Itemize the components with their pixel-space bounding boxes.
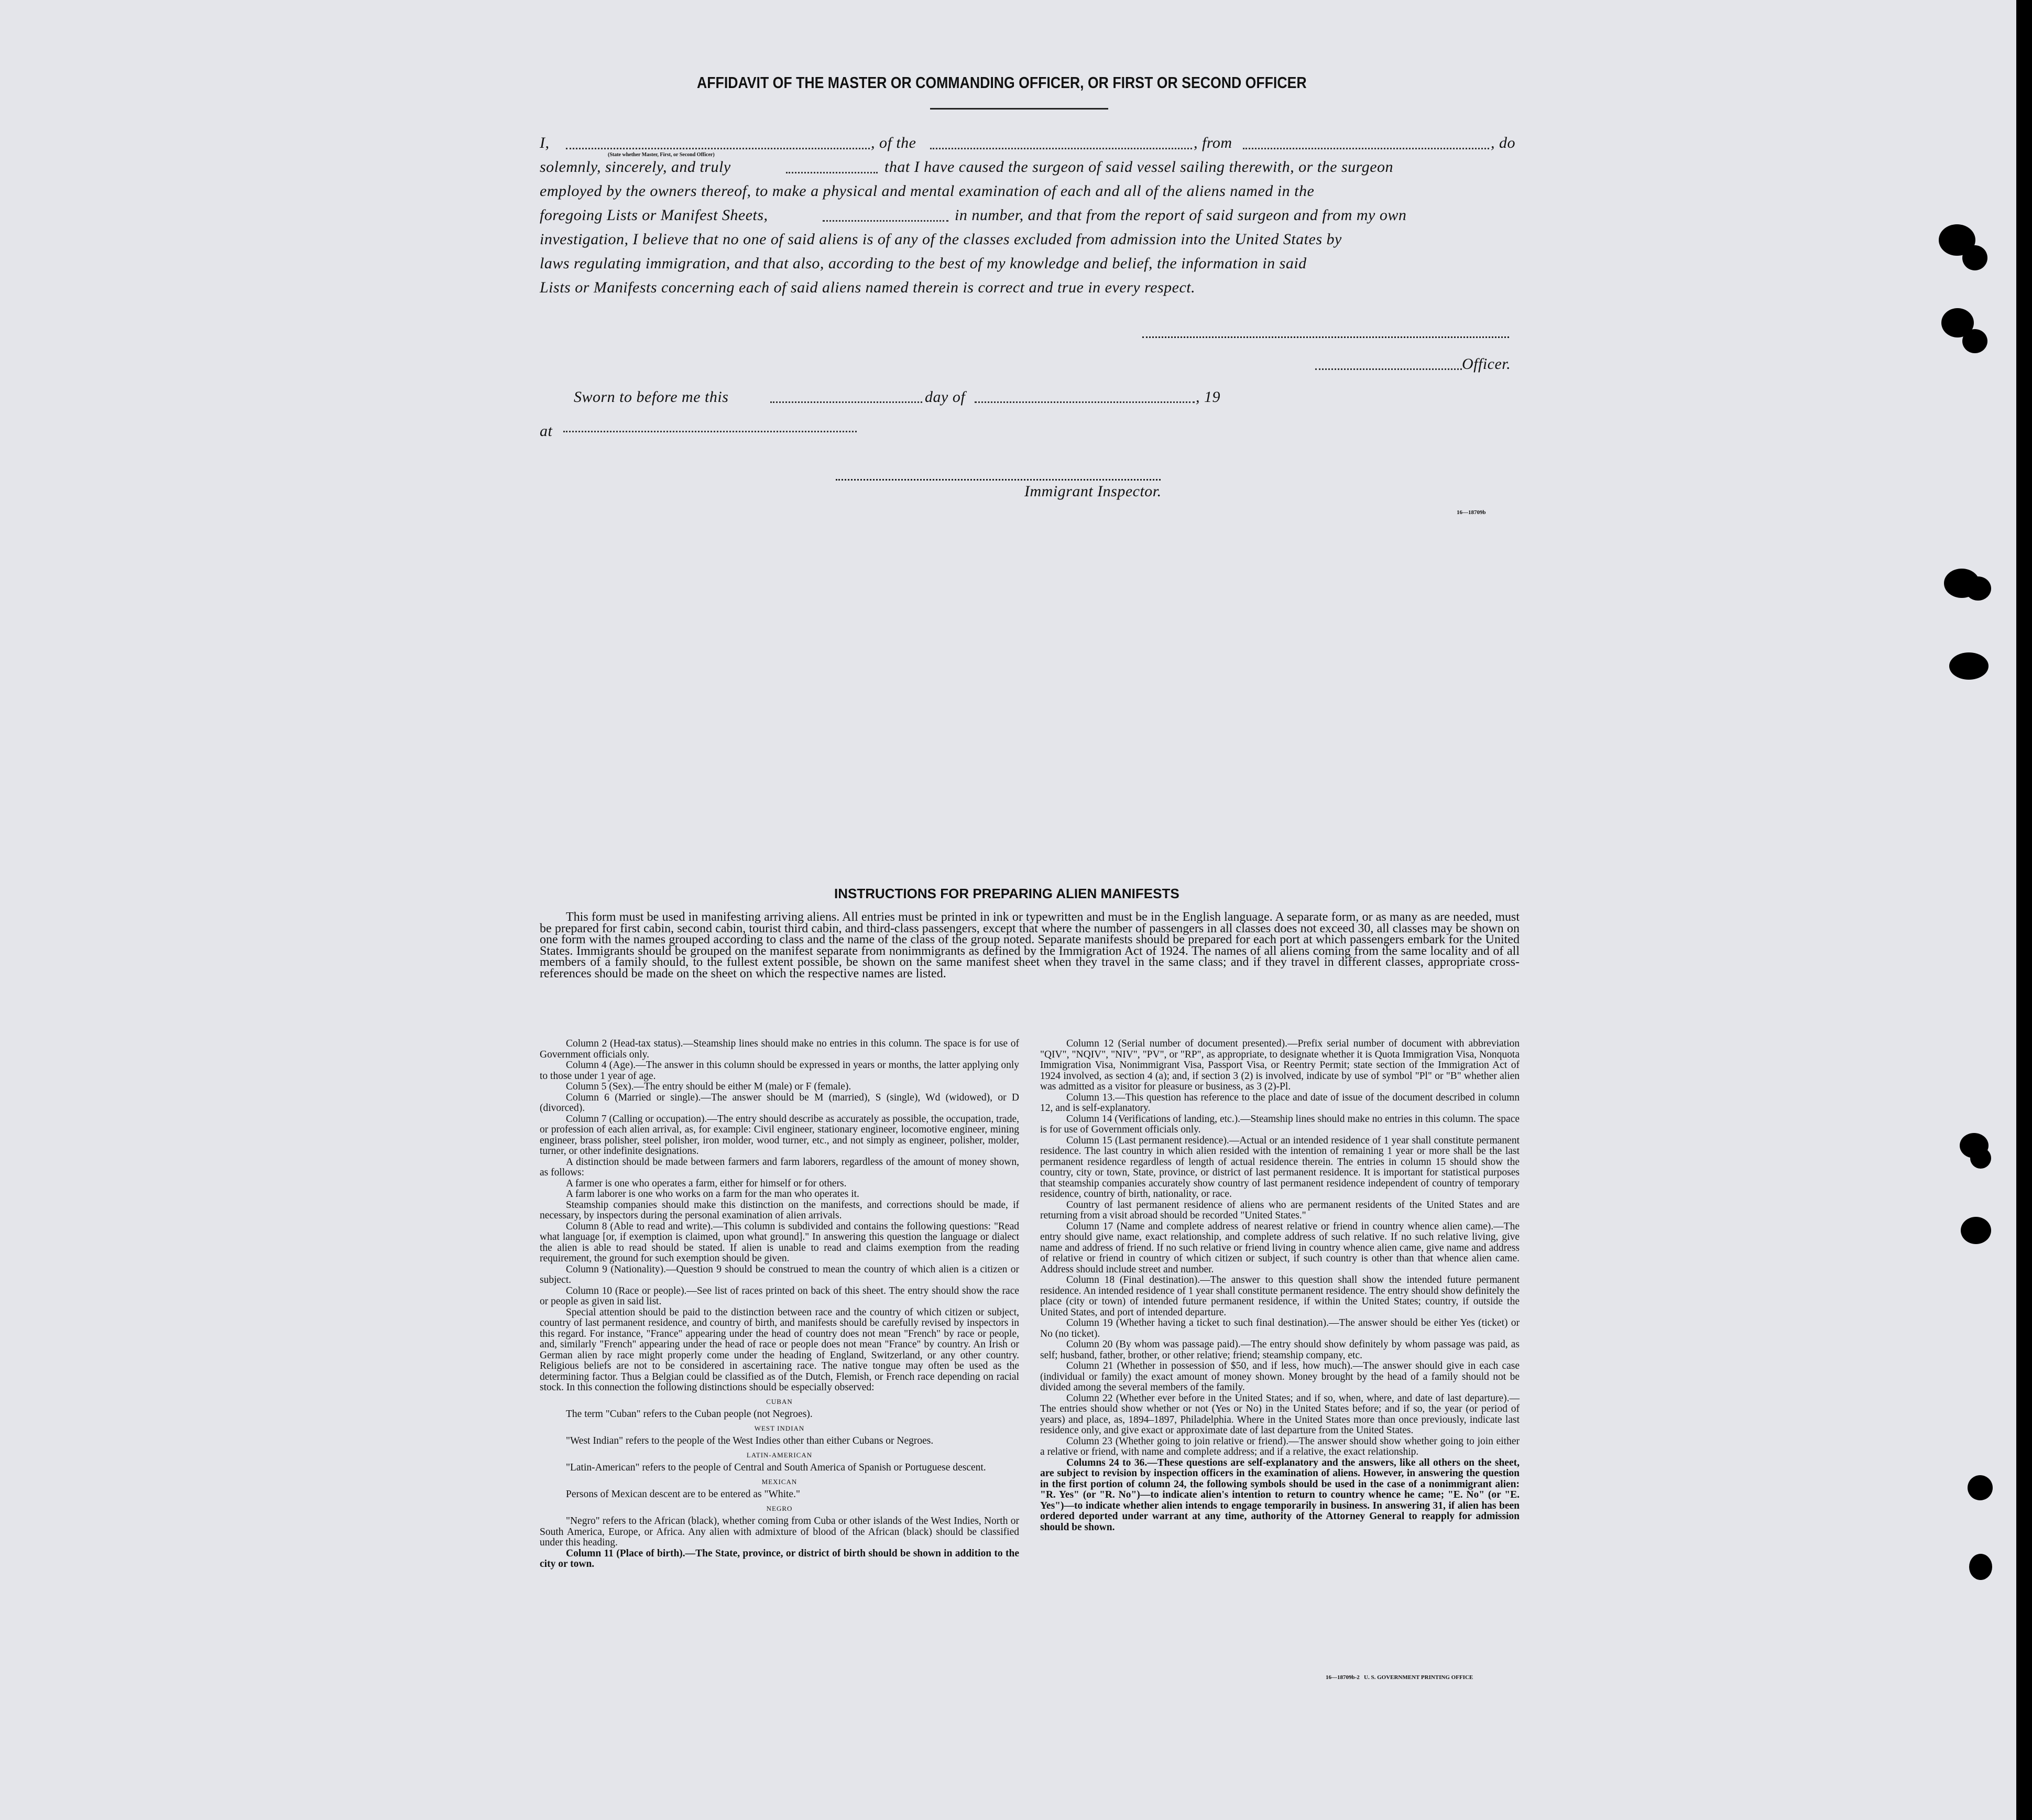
punch-hole [1962, 245, 1987, 270]
signature-line[interactable] [1142, 336, 1509, 338]
right-paragraph: Column 15 (Last permanent residence).—Actual or an intended residence of 1 year shall constitute permanent residence. The last country in which alien resided with the intention of remaining 1 year or more shall be the last permanent residence regardless of length of actual residence therein. The entries in column 15 should show the country, city or town, State, province, or district of last permanent residence. It is important for statistical purposes that steamship companies accurately show country of last permanent residence independent of country of temporary residence, country of birth, nationality, or race. [1040, 1135, 1520, 1200]
right-paragraph: Column 22 (Whether ever before in the United States; and if so, when, where, and date of last departure).—The entries should show whether or not (Yes or No) in the United States before; and if so, the year (or period of years) and place, as, 1894–1897, Philadelphia. Where in the United States more than once previously, indicate last residence only, and give exact or approximate date of last departure from the United States. [1040, 1392, 1520, 1436]
of-the-text: , of the [871, 134, 916, 151]
left-paragraph: Column 9 (Nationality).—Question 9 should be construed to mean the country of which alien is a citizen or subject. [540, 1263, 1019, 1285]
form-number: 16—18709b [1457, 509, 1486, 516]
affidavit-line-7: Lists or Manifests concerning each of said aliens named therein is correct and true in every respect. [540, 279, 1196, 296]
sworn-month-field[interactable] [975, 401, 1195, 403]
punch-hole [1965, 576, 1991, 601]
left-paragraph: Column 2 (Head-tax status).—Steamship lines should make no entries in this column. The space is for use of Government officials only. [540, 1038, 1019, 1060]
punch-hole [1969, 1554, 1992, 1580]
right-paragraph: Column 18 (Final destination).—The answer to this question shall show the intended future permanent residence. An intended residence of 1 year shall constitute permanent residence. The entry should show definitely the place (city or town) of intended future permanent residence, if within the United States; country, if outside the United States, and port of intended departure. [1040, 1274, 1520, 1318]
punch-hole [1949, 652, 1989, 680]
affidavit-line-1 [540, 131, 2032, 155]
affidavit-line-5: investigation, I believe that no one of said aliens is of any of the classes excluded from admission into the United States by [540, 231, 1342, 248]
right-paragraph: Column 21 (Whether in possession of $50, and if less, how much).—The answer should give in each case (individual or family) the exact amount of money shown. Money brought by the head of a family should not be divided among the several members of the family. [1040, 1360, 1520, 1393]
right-paragraph: Column 17 (Name and complete address of nearest relative or friend in country whence alien came).—The entry should give name, exact relationship, and complete address of such relative. If no such relative living, give name and address of friend. If no such relative or friend living in country whence alien came, give name and address of relative or friend in country of which citizen or subject, if such country is other than that whence alien came. Address should include street and number. [1040, 1220, 1520, 1275]
right-paragraph: Column 12 (Serial number of document presented).—Prefix serial number of document with abbreviation "QIV", "NQIV", "NIV", "PV", or "RP", as appropriate, to designate whether it is Quota Immigration Visa, Nonquota Immigration Visa, Nonimmigrant Visa, Passport Visa, or Reentry Permit; state section of the Immigration Act of 1924 involved, as section 4 (a); and, if section 3 (2) is involved, indicate by use of symbol "Pl" or "B" whether alien was admitted as a visitor for pleasure or business, as 3 (2)-Pl. [1040, 1038, 1520, 1092]
column-11-text: Column 11 (Place of birth).—The State, province, or district of birth should be shown in addition to the city or town. [540, 1547, 1019, 1570]
right-paragraph: Column 14 (Verifications of landing, etc.).—Steamship lines should make no entries in this column. The space is for use of Government officials only. [1040, 1113, 1520, 1135]
affidavit-line-4a: foregoing Lists or Manifest Sheets, [540, 206, 768, 224]
right-paragraph: Column 19 (Whether having a ticket to such final destination).—The answer should be either Yes (ticket) or No (no ticket). [1040, 1317, 1520, 1339]
heading-cuban: CUBAN [766, 1397, 793, 1405]
affidavit-i: I, [540, 134, 550, 151]
punch-hole [1962, 329, 1987, 353]
printing-office-footer: 16—18709b-2 U. S. GOVERNMENT PRINTING OFFICE [1326, 1674, 1473, 1681]
affidavit-title: AFFIDAVIT OF THE MASTER OR COMMANDING OFFICER, OR FIRST OR SECOND OFFICER [697, 73, 1307, 92]
heading-mexican: MEXICAN [761, 1477, 797, 1486]
day-of-text: day of [925, 388, 966, 406]
negro-text: "Negro" refers to the African (black), whether coming from Cuba or other islands of the West Indies, North or South America, Europe, or Africa. Any alien with admixture of blood of the African (black) should be classified under this heading. [540, 1516, 1019, 1548]
cuban-text: The term "Cuban" refers to the Cuban people (not Negroes). [566, 1409, 813, 1420]
left-paragraph: Column 4 (Age).—The answer in this column should be expressed in years or months, the latter applying only to those under 1 year of age. [540, 1060, 1019, 1082]
right-paragraph: Country of last permanent residence of aliens who are permanent residents of the United States and are returning from a visit abroad should be recorded "United States." [1040, 1199, 1520, 1221]
affidavit-line-2b: that I have caused the surgeon of said vessel sailing therewith, or the surgeon [884, 158, 1394, 176]
left-paragraph: A farm laborer is one who works on a farm for the man who operates it. [566, 1189, 859, 1200]
heading-latin-american: LATIN-AMERICAN [746, 1451, 813, 1459]
affidavit-line-6: laws regulating immigration, and that also, according to the best of my knowledge and belief, the information in said [540, 255, 1307, 272]
west-indian-text: "West Indian" refers to the people of the West Indies other than either Cubans or Negroes. [566, 1435, 934, 1446]
punch-hole [1970, 1148, 1991, 1169]
instructions-left-column [540, 1039, 1019, 1570]
right-paragraph: Column 13.—This question has reference to the place and date of issue of the document described in column 12, and is self-explanatory. [1040, 1092, 1520, 1114]
sworn-day-field[interactable] [770, 401, 922, 403]
punch-hole [1968, 1475, 1993, 1500]
officer-label: Officer. [1462, 355, 1511, 373]
right-paragraph: Column 23 (Whether going to join relative or friend).—The answer should show whether going to join either a relative or friend, with name and complete address; and if a relative, the exact relationship. [1040, 1435, 1520, 1457]
mexican-text: Persons of Mexican descent are to be entered as "White." [566, 1489, 800, 1500]
left-paragraph: Steamship companies should make this distinction on the manifests, and corrections should be made, if necessary, by inspectors during the personal examination of alien arrivals. [540, 1199, 1019, 1221]
sheet-count-field[interactable] [823, 220, 948, 222]
heading-west-indian: WEST INDIAN [754, 1424, 805, 1432]
affidavit-line-4b: in number, and that from the report of said surgeon and from my own [955, 206, 1407, 224]
affirmation-field[interactable] [786, 172, 878, 173]
right-paragraph: Columns 24 to 36.—These questions are self-explanatory and the answers, like all others on the sheet, are subject to revision by inspection officers in the examination of aliens. However, in answering the question in the first portion of column 24, the following symbols should be used in the case of a nonimmigrant alien: "R. Yes" (or "R. No")—to indicate alien's intention to return to country whence he came; "E. No" (or "E. Yes")—to indicate whether alien intends to engage temporarily in business. In answering 31, if alien has been ordered deported under warrant at any time, authority of the Attorney General to reapply for admission should be shown. [1040, 1457, 1520, 1533]
rank-hint: (State whether Master, First, or Second Officer) [608, 152, 715, 158]
affidavit-line-3: employed by the owners thereof, to make a physical and mental examination of each and all of the aliens named in the [540, 182, 1315, 200]
instructions-intro: This form must be used in manifesting arriving aliens. All entries must be printed in ink or typewritten and must be in the English language. A separate form, or as many as are needed, must be prepared for first cabin, second cabin, tourist third cabin, and third-class passengers, except that where the number of passengers in all classes does not exceed 30, all classes may be shown on one form with the names grouped according to class and the name of the class of the group noted. Separate manifests should be prepared for each port at which passengers embark for the United States. Immigrants should be grouped on the manifest separate from nonimmigrants as defined by the Immigration Act of 1924. The names of all aliens coming from the same locality and of all members of a family should, to the fullest extent possible, be shown on the same manifest sheet when they travel in the same class; and if they travel in different classes, appropriate cross-references should be made on the sheet on which the respective names are listed. [540, 910, 1520, 980]
left-paragraph: Column 7 (Calling or occupation).—The entry should describe as accurately as possible, the occupation, trade, or profession of each alien arrival, as, for example: Civil engineer, stationary engineer, locomotive engineer, mining engineer, brass polisher, steel polisher, iron molder, wood turner, etc., and not simply as engineer, polisher, molder, turner, or other indefinite designations. [540, 1113, 1019, 1157]
left-paragraph: Column 6 (Married or single).—The answer should be M (married), S (single), Wd (widowed), or D (divorced). [540, 1092, 1019, 1114]
left-paragraph: Special attention should be paid to the distinction between race and the country of which citizen or subject, country of last permanent residence, and country of birth, and manifests should be carefully revised by inspectors in this regard. For instance, "France" appearing under the head of country does not mean "French" by race or people, and, similarly "French" appearing under the head of race or people does not mean "France" by country. An Irish or German alien by race might properly come under the heading of England, Switzerland, or any other country. Religious beliefs are not to be considered in ascertaining race. The native tongue may often be used as the determining factor. Thus a Belgian could be classified as of the Dutch, Flemish, or French race depending on racial stock. In this connection the following distinctions should be especially observed: [540, 1306, 1019, 1393]
instructions-title: INSTRUCTIONS FOR PREPARING ALIEN MANIFESTS [834, 886, 1179, 901]
do-text: , do [1491, 134, 1515, 151]
at-text: at [540, 422, 553, 440]
title-underline [930, 108, 1108, 110]
vessel-field[interactable] [930, 148, 1192, 149]
sworn-text: Sworn to before me this [574, 388, 729, 406]
master-name-field[interactable] [566, 148, 870, 149]
from-text: , from [1194, 134, 1232, 151]
sworn-place-field[interactable] [563, 431, 857, 432]
heading-negro: NEGRO [766, 1504, 793, 1512]
right-paragraph: Column 20 (By whom was passage paid).—The entry should show definitely by whom passage was paid, as self; husband, father, brother, or other relative; friend; steamship company, etc. [1040, 1339, 1520, 1361]
punch-hole [1961, 1217, 1991, 1244]
left-paragraph: Column 8 (Able to read and write).—This column is subdivided and contains the following questions: "Read what language [or, if exemption is claimed, upon what ground]." In answering this question the language or dialect the alien is able to read should be stated. If alien is unable to read and claims exemption from the reading requirement, the ground for such exemption should be given. [540, 1220, 1019, 1264]
left-paragraph: Column 10 (Race or people).—See list of races printed on back of this sheet. The entry should show the race or people as given in said list. [540, 1285, 1019, 1307]
left-paragraph: A distinction should be made between farmers and farm laborers, regardless of the amount of money shown, as follows: [540, 1156, 1019, 1178]
affidavit-line-2a: solemnly, sincerely, and truly [540, 158, 731, 176]
year-text: , 19 [1196, 388, 1220, 406]
left-paragraph: A farmer is one who operates a farm, either for himself or for others. [566, 1178, 847, 1189]
inspector-label: Immigrant Inspector. [1024, 483, 1162, 500]
latin-american-text: "Latin-American" refers to the people of Central and South America of Spanish or Portuguese descent. [566, 1462, 986, 1473]
from-port-field[interactable] [1243, 148, 1489, 149]
left-paragraph: Column 5 (Sex).—The entry should be either M (male) or F (female). [566, 1081, 851, 1092]
instructions-right-column [1040, 1039, 1520, 1533]
officer-name-field[interactable] [1315, 368, 1462, 370]
instructions-intro-block [540, 912, 1520, 979]
